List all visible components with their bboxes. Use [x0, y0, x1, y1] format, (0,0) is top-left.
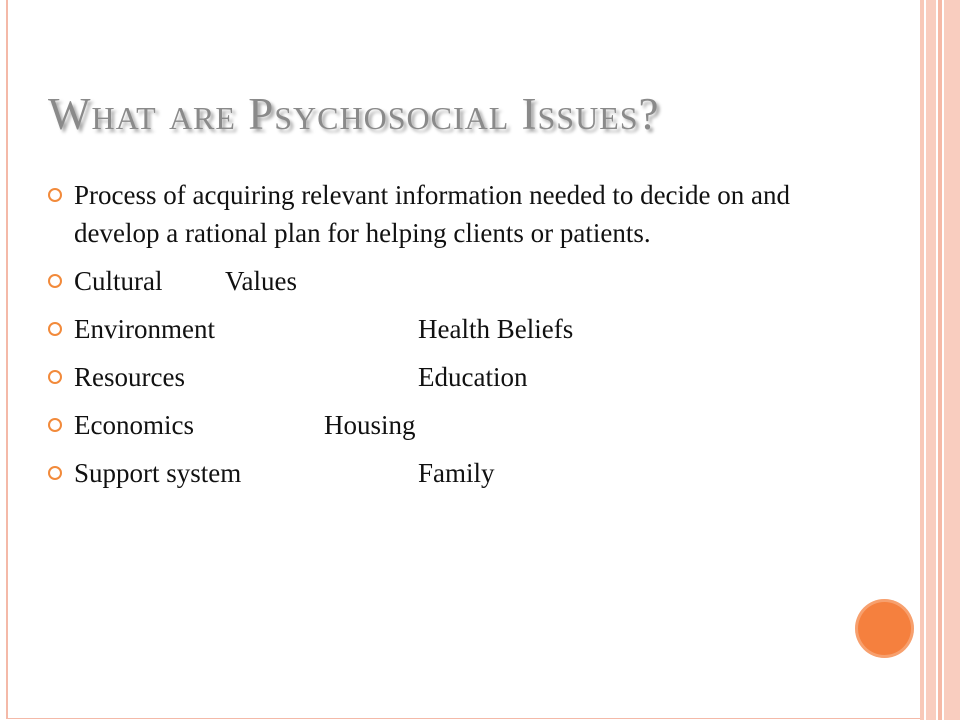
- bullet-text-secondary: Education: [418, 362, 528, 392]
- ring-bullet-icon: [48, 322, 62, 336]
- bullet-item: [48, 310, 848, 348]
- bullet-text: Support system: [74, 458, 242, 488]
- stripe: [944, 0, 960, 720]
- bullet-item: [48, 262, 848, 300]
- slide-title: What are Psychosocial Issues?: [48, 89, 660, 139]
- bullet-item: [48, 176, 848, 252]
- bullet-text: Cultural: [74, 266, 163, 296]
- bullet-text-secondary: Housing: [324, 410, 416, 440]
- bullet-item: [48, 358, 848, 396]
- ring-bullet-icon: [48, 466, 62, 480]
- bullet-text: Process of acquiring relevant information needed to decide on and develop a rational plan for helping clients or patients.: [74, 180, 791, 248]
- ring-bullet-icon: [48, 274, 62, 288]
- ring-bullet-icon: [48, 418, 62, 432]
- bullet-text-secondary: Family: [418, 458, 495, 488]
- bullet-text: Economics: [74, 410, 194, 440]
- decorative-orange-circle: [855, 599, 914, 658]
- decorative-stripes: [920, 0, 960, 720]
- bullet-text: Environment: [74, 314, 215, 344]
- bullet-text-secondary: Health Beliefs: [418, 314, 574, 344]
- stripe: [920, 0, 924, 720]
- ring-bullet-icon: [48, 188, 62, 202]
- bullet-list: [48, 176, 848, 502]
- stripe: [926, 0, 936, 720]
- ring-bullet-icon: [48, 370, 62, 384]
- bullet-item: [48, 454, 848, 492]
- bullet-text: Resources: [74, 362, 185, 392]
- bullet-item: [48, 406, 848, 444]
- bullet-text-secondary: Values: [225, 266, 297, 296]
- stripe: [938, 0, 942, 720]
